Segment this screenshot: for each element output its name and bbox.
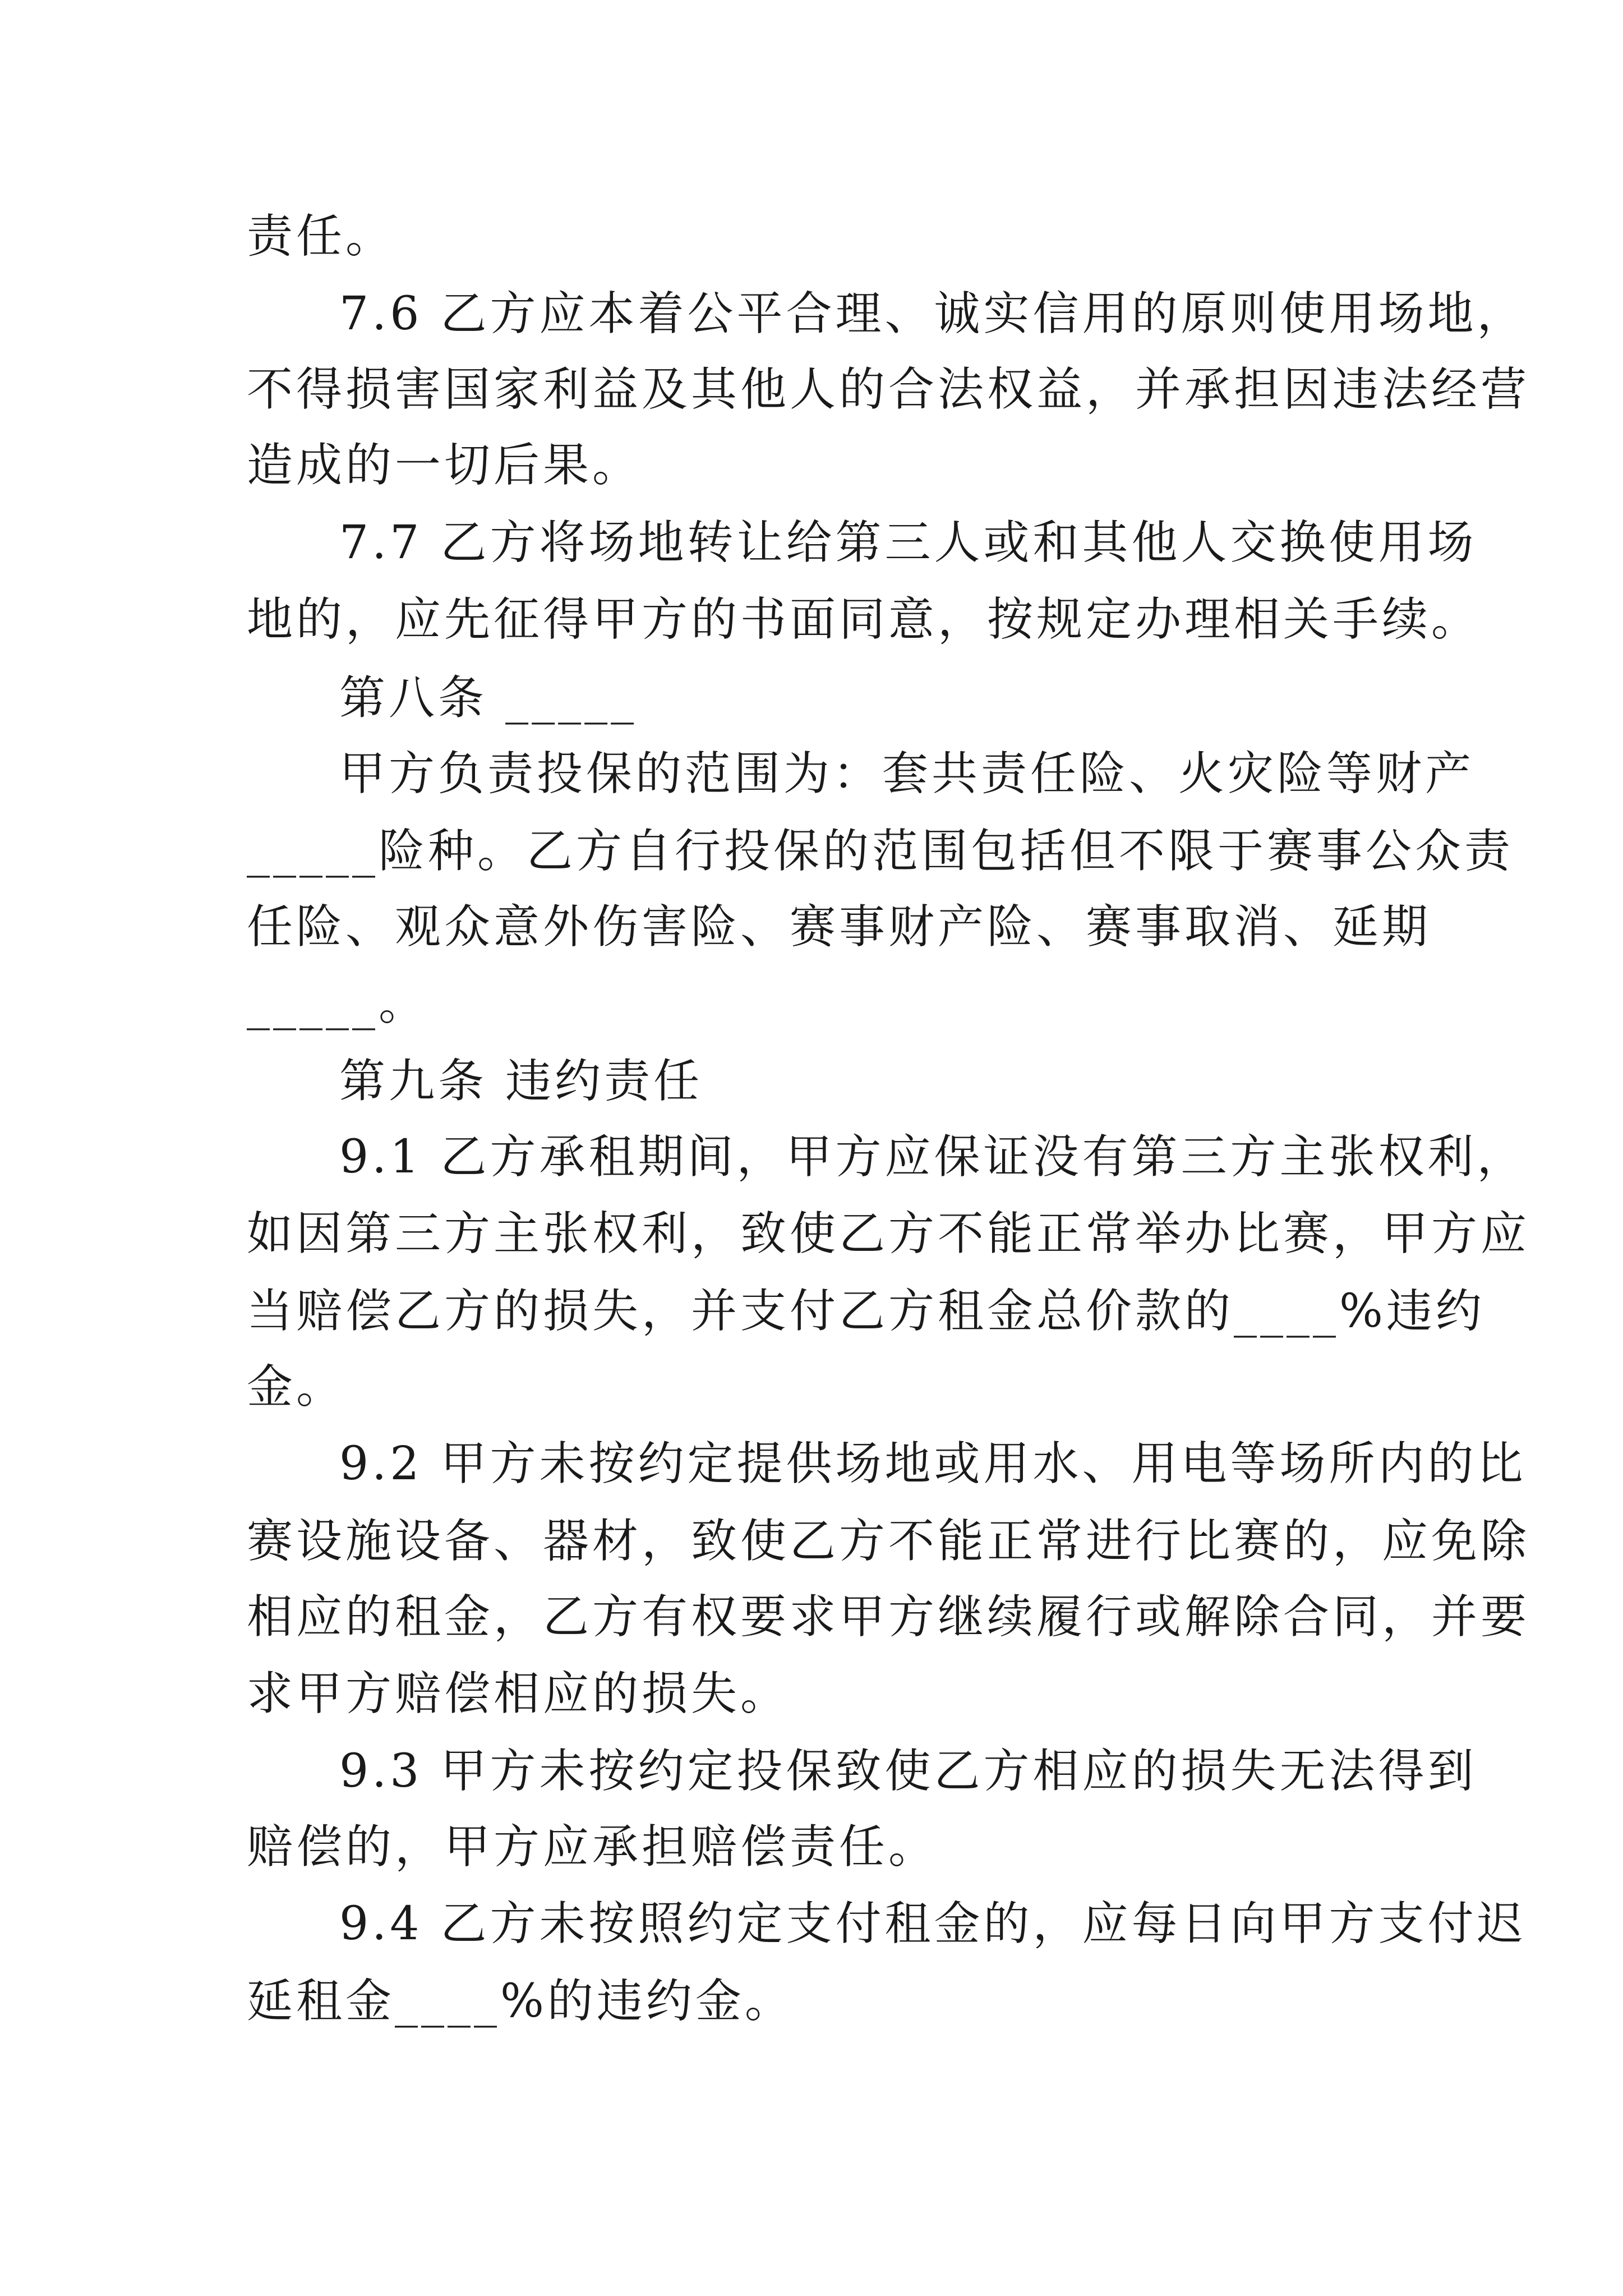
text-line: 责任。 — [247, 210, 395, 263]
clause-7-7-line-2: 地的，应先征得甲方的书面同意，按规定办理相关手续。 — [247, 593, 1481, 646]
article-8-heading: 第八条 _____ — [339, 671, 638, 725]
clause-9-3-line-1: 9.3 甲方未按约定投保致使乙方相应的损失无法得到 — [339, 1745, 1477, 1798]
clause-9-2-line-4: 求甲方赔偿相应的损失。 — [247, 1667, 790, 1720]
article-8-line-4: _____。 — [247, 977, 428, 1030]
clause-9-2-line-2: 赛设施设备、器材，致使乙方不能正常进行比赛的，应免除 — [247, 1515, 1530, 1568]
clause-9-4-line-2: 延租金____%的违约金。 — [247, 1975, 794, 2028]
clause-9-1-line-3: 当赔偿乙方的损失，并支付乙方租金总价款的____%违约 — [247, 1285, 1485, 1338]
article-9-heading: 第九条 违约责任 — [339, 1055, 703, 1108]
clause-7-6-line-1: 7.6 乙方应本着公平合理、诚实信用的原则使用场地， — [339, 287, 1527, 341]
clause-9-1-line-4: 金。 — [247, 1360, 346, 1414]
clause-7-6-line-2: 不得损害国家利益及其他人的合法权益，并承担因违法经营 — [247, 363, 1530, 416]
clause-7-7-line-1: 7.7 乙方将场地转让给第三人或和其他人交换使用场 — [339, 516, 1477, 569]
article-8-line-3: 任险、观众意外伤害险、赛事财产险、赛事取消、延期 — [247, 900, 1432, 954]
article-8-line-1: 甲方负责投保的范围为：套共责任险、火灾险等财产 — [339, 747, 1475, 800]
clause-9-3-line-2: 赔偿的，甲方应承担赔偿责任。 — [247, 1820, 938, 1874]
article-8-line-2: _____险种。乙方自行投保的范围包括但不限于赛事公众责 — [247, 825, 1514, 878]
clause-9-1-line-1: 9.1 乙方承租期间，甲方应保证没有第三方主张权利， — [339, 1130, 1527, 1184]
clause-7-6-line-3: 造成的一切后果。 — [247, 439, 642, 492]
clause-9-4-line-1: 9.4 乙方未按照约定支付租金的，应每日向甲方支付迟 — [339, 1897, 1527, 1950]
clause-9-2-line-3: 相应的租金，乙方有权要求甲方继续履行或解除合同，并要 — [247, 1590, 1530, 1644]
clause-9-2-line-1: 9.2 甲方未按约定提供场地或用水、用电等场所内的比 — [339, 1437, 1527, 1490]
clause-9-1-line-2: 如因第三方主张权利，致使乙方不能正常举办比赛，甲方应 — [247, 1207, 1530, 1260]
